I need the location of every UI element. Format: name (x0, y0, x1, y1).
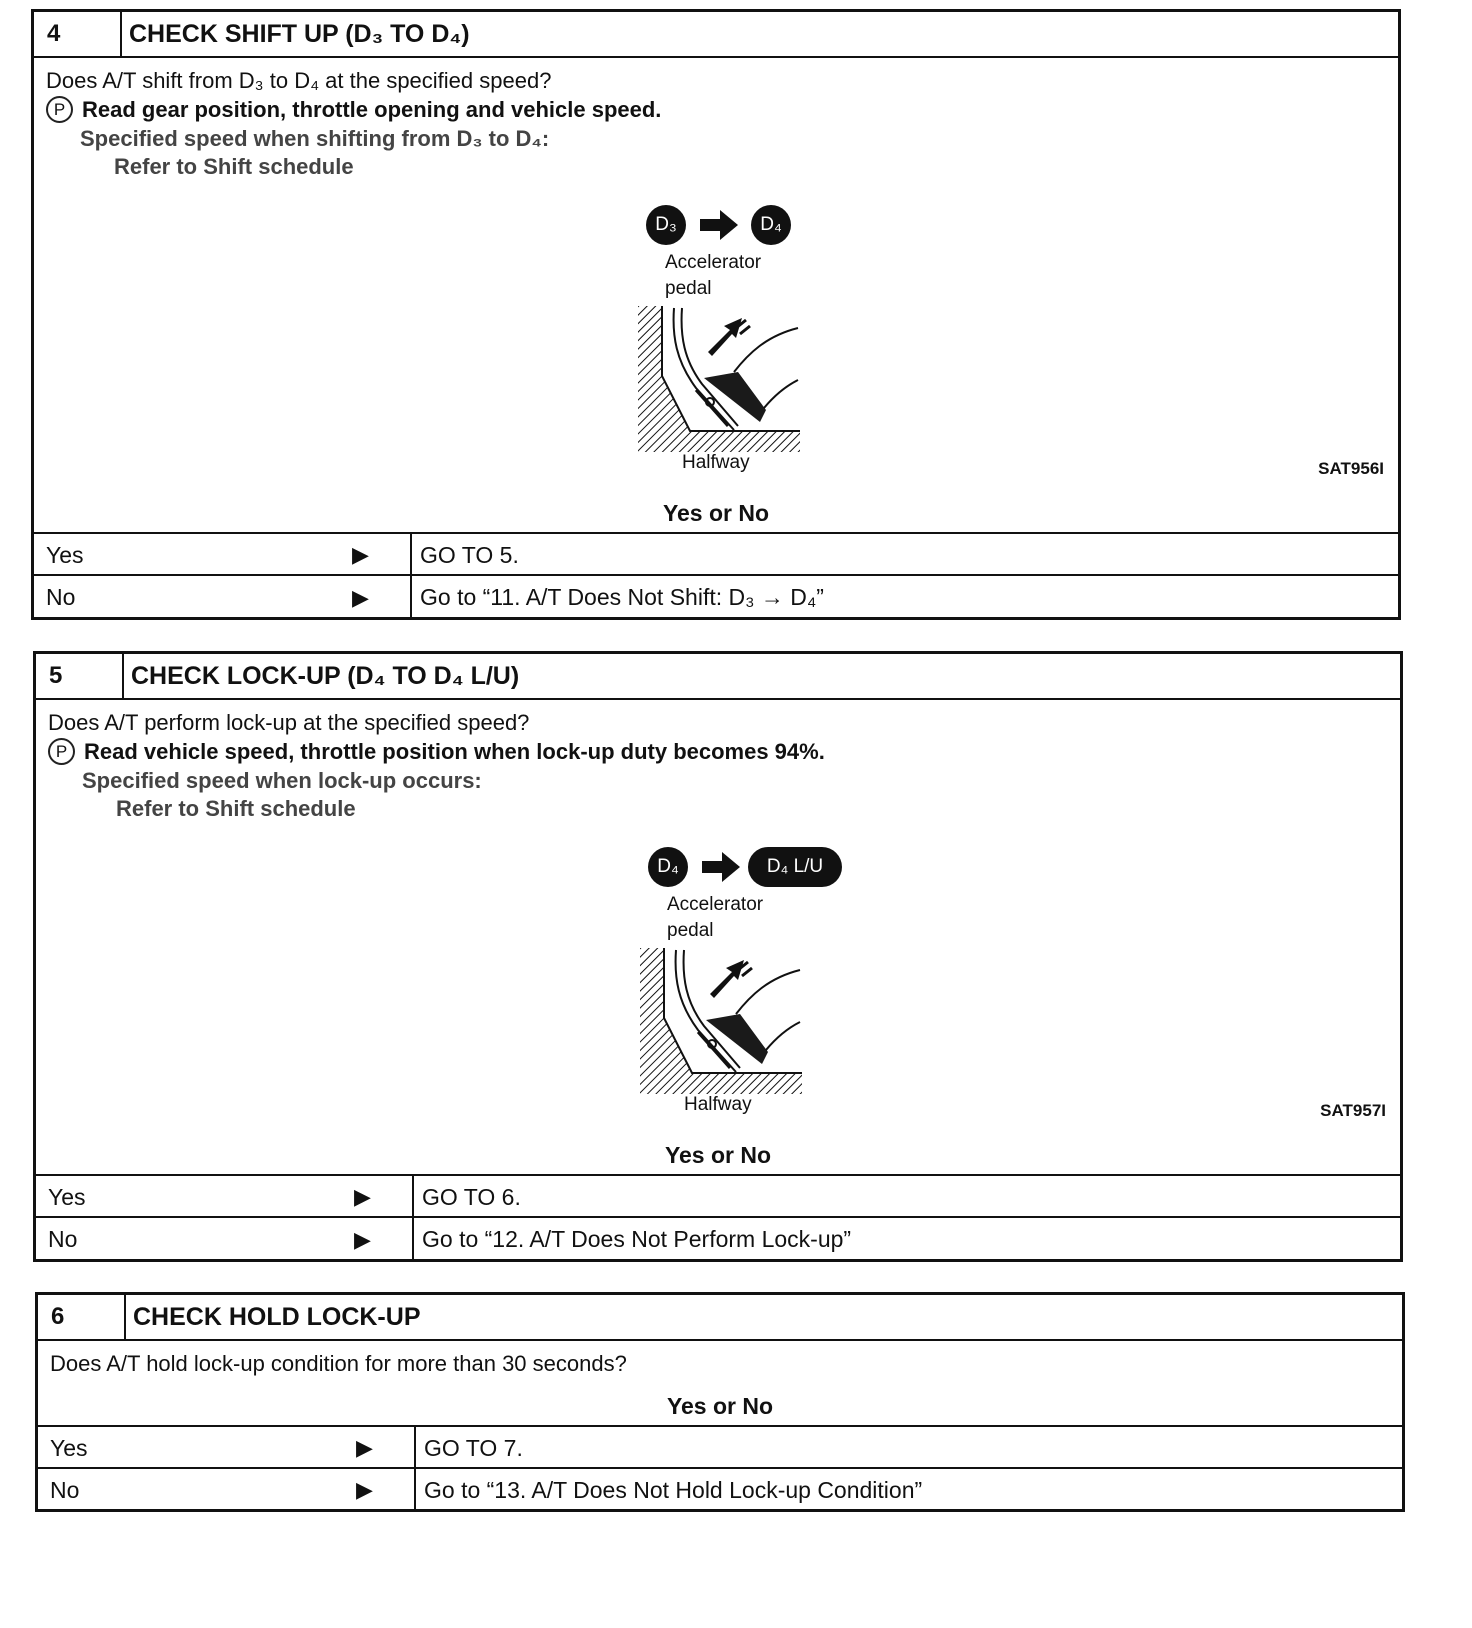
accelerator-pedal-figure (640, 948, 802, 1094)
step-number: 5 (36, 654, 124, 698)
yes-row (34, 532, 1398, 576)
yes-row (38, 1425, 1402, 1469)
halfway-label: Halfway (684, 1094, 752, 1115)
gear-from-badge: D₄ (648, 847, 688, 887)
question-text: Does A/T hold lock-up condition for more than 30 seconds? (50, 1351, 627, 1376)
step-title: CHECK SHIFT UP (D₃ TO D₄) (129, 19, 470, 48)
lockup-figure (636, 844, 876, 1134)
reference-text: Refer to Shift schedule (114, 154, 354, 179)
yes-label: Yes (46, 541, 84, 568)
question-text: Does A/T perform lock-up at the specified speed? (48, 710, 530, 735)
question-text: Does A/T shift from D₃ to D₄ at the specified speed? (46, 68, 552, 93)
yes-or-no-label: Yes or No (662, 500, 770, 526)
check-block-4 (31, 9, 1401, 620)
no-label: No (46, 584, 76, 610)
figure-code: SAT956I (1318, 459, 1384, 478)
block-header (36, 654, 1400, 700)
gear-from-badge: D₃ (646, 205, 686, 245)
arrow-icon: ▶ (352, 542, 369, 567)
spec-text: Specified speed when shifting from D₃ to D₄: (80, 126, 550, 151)
halfway-label: Halfway (682, 452, 750, 473)
yes-or-no-label: Yes or No (664, 1142, 772, 1168)
arrow-icon: ▶ (354, 1184, 371, 1209)
step-title: CHECK HOLD LOCK-UP (133, 1302, 421, 1331)
block-header (34, 12, 1398, 58)
figure-code: SAT957I (1320, 1101, 1386, 1120)
arrow-icon: ▶ (354, 1226, 371, 1252)
procedure-text: Read vehicle speed, throttle position when lock-up duty becomes 94%. (84, 738, 825, 764)
step-number: 4 (34, 12, 122, 56)
spec-text: Specified speed when lock-up occurs: (82, 768, 482, 793)
reference-text: Refer to Shift schedule (116, 796, 356, 821)
yes-result: GO TO 6. (412, 1176, 1400, 1218)
check-block-5 (33, 651, 1403, 1262)
no-row (34, 574, 1398, 619)
pedal-label-line1: Accelerator (665, 252, 762, 273)
accelerator-pedal-figure (638, 306, 800, 452)
yes-label: Yes (48, 1183, 86, 1210)
gear-to-badge: D₄ (751, 205, 791, 245)
arrow-icon: ▶ (356, 1477, 373, 1502)
no-label: No (50, 1476, 80, 1503)
no-row (36, 1216, 1400, 1261)
no-result: Go to “12. A/T Does Not Perform Lock-up” (412, 1218, 1400, 1261)
yes-label: Yes (50, 1434, 88, 1461)
yes-result: GO TO 7. (414, 1427, 1402, 1469)
procedure-p-icon: P (46, 96, 73, 123)
yes-row (36, 1174, 1400, 1218)
no-result: Go to “13. A/T Does Not Hold Lock-up Condition” (414, 1469, 1402, 1511)
procedure-line (48, 738, 825, 765)
pedal-label-line1: Accelerator (667, 894, 764, 915)
pedal-label-line2: pedal (667, 920, 714, 941)
shift-arrow-icon (702, 850, 742, 884)
arrow-icon: ▶ (352, 584, 369, 610)
step-number: 6 (38, 1295, 126, 1339)
yes-or-no-label: Yes or No (666, 1393, 774, 1419)
gear-to-badge: D₄ L/U (748, 847, 842, 887)
shift-arrow-icon (700, 208, 740, 242)
no-result: Go to “11. A/T Does Not Shift: D₃ → D₄” (410, 576, 1398, 619)
shift-figure (634, 202, 834, 492)
procedure-p-icon: P (48, 738, 75, 765)
step-title: CHECK LOCK-UP (D₄ TO D₄ L/U) (131, 661, 520, 690)
procedure-text: Read gear position, throttle opening and vehicle speed. (82, 96, 662, 122)
block-header (38, 1295, 1402, 1341)
procedure-line (46, 96, 661, 123)
no-row (38, 1467, 1402, 1511)
no-label: No (48, 1226, 78, 1252)
arrow-icon: ▶ (356, 1435, 373, 1460)
check-block-6 (35, 1292, 1405, 1512)
yes-result: GO TO 5. (410, 534, 1398, 576)
pedal-label-line2: pedal (665, 278, 712, 299)
